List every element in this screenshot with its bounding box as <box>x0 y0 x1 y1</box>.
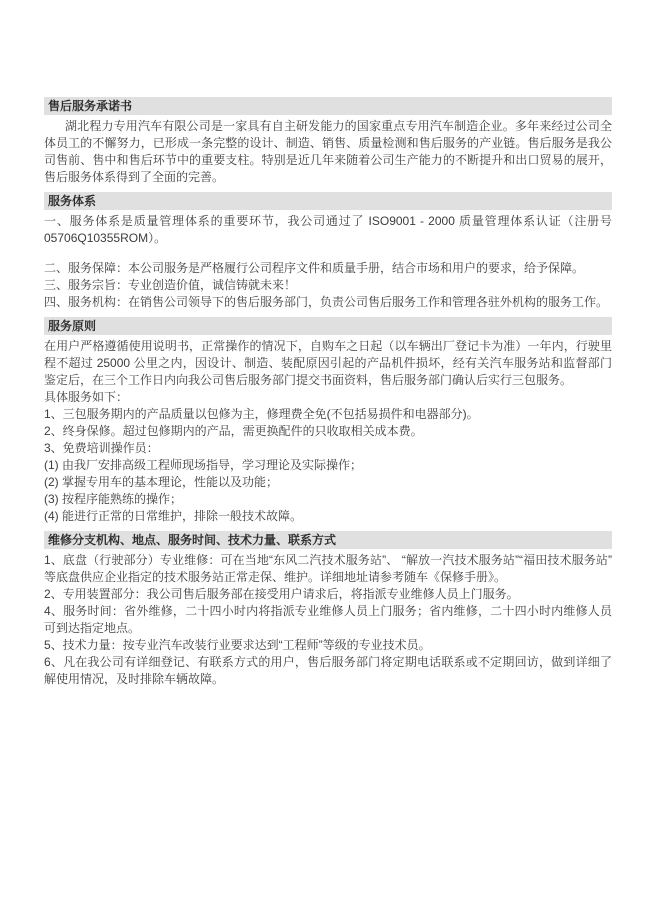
list-item-repair-5: 5、技术力量：按专业汽车改装行业要求达到“工程师”等级的专业技术员。 <box>44 638 431 652</box>
paragraph-services-intro: 具体服务如下： <box>44 390 129 404</box>
list-item-service-system-4: 四、服务机构：在销售公司领导下的售后服务部门，负责公司售后服务工作和管理各驻外机构的服务工作。 <box>44 295 609 309</box>
section-service-system <box>44 192 612 311</box>
list-item-repair-2: 2、专用装置部分：我公司售后服务部在接受用户请求后，将指派专业维修人员上门服务。 <box>44 587 519 601</box>
section-after-sales-commitment <box>44 97 612 186</box>
section-repair-branches <box>44 531 612 688</box>
list-item-training-2: (2) 掌握专用车的基本理论，性能以及功能； <box>44 475 279 489</box>
section-title-after-sales-commitment: 售后服务承诺书 <box>44 97 612 115</box>
document-page <box>44 97 612 688</box>
section-title-service-system: 服务体系 <box>44 192 612 210</box>
list-item-repair-6: 6、凡在我公司有详细登记、有联系方式的用户，售后服务部门将定期电话联系或不定期回访，做到详细了解使用情况，及时排除车辆故障。 <box>44 655 612 686</box>
list-item-training-3: (3) 按程序能熟练的操作； <box>44 492 183 506</box>
blank-line <box>44 247 612 260</box>
paragraph-company-intro: 湖北程力专用汽车有限公司是一家具有自主研发能力的国家重点专用汽车制造企业。多年来经过公司全体员工的不懈努力，已形成一条完整的设计、制造、销售、质量检测和售后服务的产业链。售后服务是我公司售前、售中和售后环节中的重要支柱。特别是近几年来随着公司生产能力的不断提升和出口贸易的展开，售后服务体系得到了全面的完善。 <box>44 119 612 184</box>
list-item-service-system-2: 二、服务保障：本公司服务是严格履行公司程序文件和质量手册，结合市场和用户的要求，给予保障。 <box>44 261 585 275</box>
list-item-service-system-3: 三、服务宗旨：专业创造价值，诚信铸就未来！ <box>44 278 297 292</box>
list-item-principle-1: 1、三包服务期内的产品质量以包修为主，修理费全免(不包括易损件和电器部分)。 <box>44 407 479 421</box>
list-item-repair-1: 1、底盘（行驶部分）专业维修：可在当地“东风二汽技术服务站”、 “解放一汽技术服务站”“福田技术服务站”等底盘供应企业指定的技术服务站正常走保、维护。详细地址请参考随车《保修手册》。 <box>44 553 612 584</box>
list-item-service-system-1: 一、服务体系是质量管理体系的重要环节，我公司通过了 ISO9001 - 2000 质量管理体系认证（注册号 05706Q10355ROM）。 <box>44 214 612 245</box>
section-service-principles <box>44 317 612 525</box>
section-title-service-principles: 服务原则 <box>44 317 612 335</box>
paragraph-warranty-policy: 在用户严格遵循使用说明书，正常操作的情况下，自购车之日起（以车辆出厂登记卡为准）一年内，行驶里程不超过 25000 公里之内，因设计、制造、装配原因引起的产品机件损坏，经有关汽车服务站和监督部门鉴定后，在三个工作日内向我公司售后服务部门提交书面资料，售后服务部门确认后实行三包服务。 <box>44 339 612 387</box>
section-title-repair-branches: 维修分支机构、地点、服务时间、技术力量、联系方式 <box>44 531 612 549</box>
list-item-training-1: (1) 由我厂安排高级工程师现场指导，学习理论及实际操作； <box>44 458 363 472</box>
list-item-training-4: (4) 能进行正常的日常维护，排除一般技术故障。 <box>44 509 303 523</box>
list-item-repair-4: 4、服务时间：省外维修，二十四小时内将指派专业维修人员上门服务；省内维修，二十四小时内维修人员可到达指定地点。 <box>44 604 612 635</box>
list-item-principle-3: 3、免费培训操作员： <box>44 441 159 455</box>
list-item-principle-2: 2、终身保修。超过包修期内的产品，需更换配件的只收取相关成本费。 <box>44 424 423 438</box>
